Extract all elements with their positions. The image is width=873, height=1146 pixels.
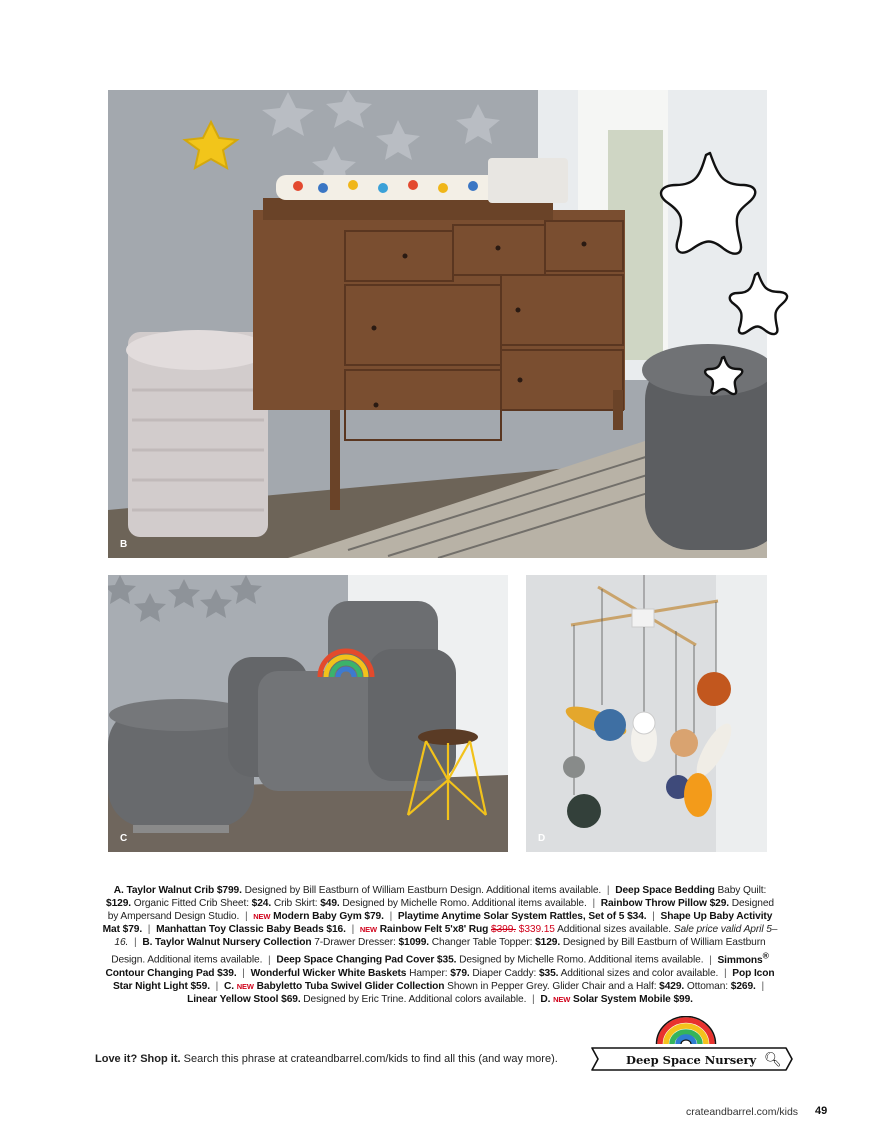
caption-price: $129. [106,898,132,910]
search-phrase-label: Deep Space Nursery [626,1053,757,1067]
caption-separator: | [147,924,151,936]
sale-note: Sale price valid April 5–16. [114,924,778,949]
caption-text: Ottoman: [686,981,729,993]
photo-d-mobile-scene [526,575,767,852]
caption-text: Changer Table Topper: [431,937,533,949]
registered-mark: ® [762,950,769,961]
caption-separator: | [242,967,245,979]
large-star-icon [661,153,755,254]
caption-separator: | [134,937,137,949]
photo-c-label: C [120,833,128,844]
outlined-stars-decoration [640,145,810,405]
caption-text: Organic Fitted Crib Sheet: [133,898,249,910]
caption-price: $35. [538,967,559,979]
shop-it-line [95,1053,558,1065]
original-price: $399. [491,924,517,936]
small-star-icon [705,357,742,394]
caption-cover-title[interactable]: Deep Space Changing Pad Cover $35. [276,954,457,966]
page-number: 49 [815,1105,828,1117]
caption-price: $24. [251,898,272,910]
product-caption [100,884,780,1006]
search-icon[interactable]: 🔍︎ [764,1051,782,1067]
caption-price: $79. [450,967,470,979]
caption-separator: | [606,885,610,896]
new-badge: NEW [253,912,271,922]
caption-text: Designed by Bill Eastburn of William Eastburn Design. Additional items available. [111,937,766,966]
caption-text: Additional sizes and color available. [560,967,719,979]
search-phrase-pill[interactable] [580,1016,798,1076]
caption-a-title[interactable]: A. Taylor Walnut Crib $799. [113,885,242,896]
caption-nightlight-title[interactable]: Pop Icon Star Night Light $59. [112,967,775,993]
caption-price: $129. [535,937,561,949]
caption-price: $49. [320,898,340,910]
caption-text: Additional sizes available. [557,924,672,936]
caption-mat-title[interactable]: Shape Up Baby Activity Mat $79. [102,911,773,936]
caption-separator: | [268,954,271,966]
caption-b-title[interactable]: B. Taylor Walnut Nursery Collection [142,937,312,949]
caption-text: Shown in Pepper Grey. Glider Chair and a Half: [447,981,657,993]
caption-wicker-title[interactable]: Wonderful Wicker White Baskets [250,967,407,979]
caption-a-text: Designed by Bill Eastburn of William Eastburn Design. Additional items available. [244,885,602,896]
caption-pad-brand: Simmons [717,954,763,966]
caption-text: Hamper: [409,967,448,979]
caption-separator: | [724,967,727,979]
caption-price: $1099. [398,937,430,949]
caption-separator: | [652,911,655,923]
caption-price: $29. [709,898,729,910]
caption-text: 7-Drawer Dresser: [314,937,396,949]
glider-scene-illustration [108,575,508,852]
caption-pillow-title[interactable]: Rainbow Throw Pillow [600,898,707,910]
caption-beads-title[interactable]: Manhattan Toy Classic Baby Beads $16. [156,924,346,936]
caption-separator: | [215,981,219,993]
caption-text: Designed by Michelle Romo. Additional items available. [459,954,704,966]
caption-text: Diaper Caddy: [472,967,537,979]
caption-price: $429. [659,981,685,993]
caption-separator: | [244,911,248,923]
caption-d-letter: D. [540,994,551,1006]
new-badge: NEW [553,995,571,1005]
caption-pad-name: Contour Changing Pad $39. [105,967,237,979]
caption-separator: | [592,898,595,910]
caption-c-title[interactable]: Babyletto Tuba Swivel Glider Collection [256,981,445,993]
caption-text: Baby Quilt: [717,885,767,896]
caption-stool-title[interactable]: Linear Yellow Stool $69. [187,994,301,1006]
caption-bedding-title[interactable]: Deep Space Bedding [615,885,715,896]
shop-it-text: Search this phrase at crateandbarrel.com/kids to find all this (and way more). [183,1053,558,1065]
caption-price: $269. [730,981,756,993]
new-badge: NEW [359,925,378,935]
caption-separator: | [351,924,355,936]
caption-text: Crib Skirt: [273,898,318,910]
caption-text: Designed by Eric Trine. Additional colors available. [303,994,527,1006]
caption-text: Designed by Ampersand Design Studio. [107,898,774,923]
caption-c-letter: C. [223,981,234,993]
new-badge: NEW [236,982,254,992]
photo-c-glider-scene [108,575,508,852]
shop-it-heading: Love it? Shop it. [95,1053,181,1065]
caption-separator: | [761,981,765,993]
caption-d-title[interactable]: Solar System Mobile $99. [573,994,693,1006]
medium-star-icon [730,273,787,334]
sale-price: $339.15 [518,924,555,936]
photo-d-label: D [538,833,546,844]
photo-b-label: B [120,539,128,550]
caption-gym-title[interactable]: Modern Baby Gym $79. [273,911,384,923]
caption-rattles-title[interactable]: Playtime Anytime Solar System Rattles, Set of 5 $34. [397,911,647,923]
footer-url[interactable]: crateandbarrel.com/kids [686,1106,799,1118]
caption-text: Designed by Michelle Romo. Additional items available. [342,898,587,910]
caption-separator: | [709,954,712,966]
rainbow-icon [657,1017,716,1045]
caption-separator: | [532,994,535,1006]
mobile-scene-illustration [526,575,767,852]
caption-rug-title[interactable]: Rainbow Felt 5'x8' Rug [379,924,489,936]
caption-separator: | [389,911,393,923]
